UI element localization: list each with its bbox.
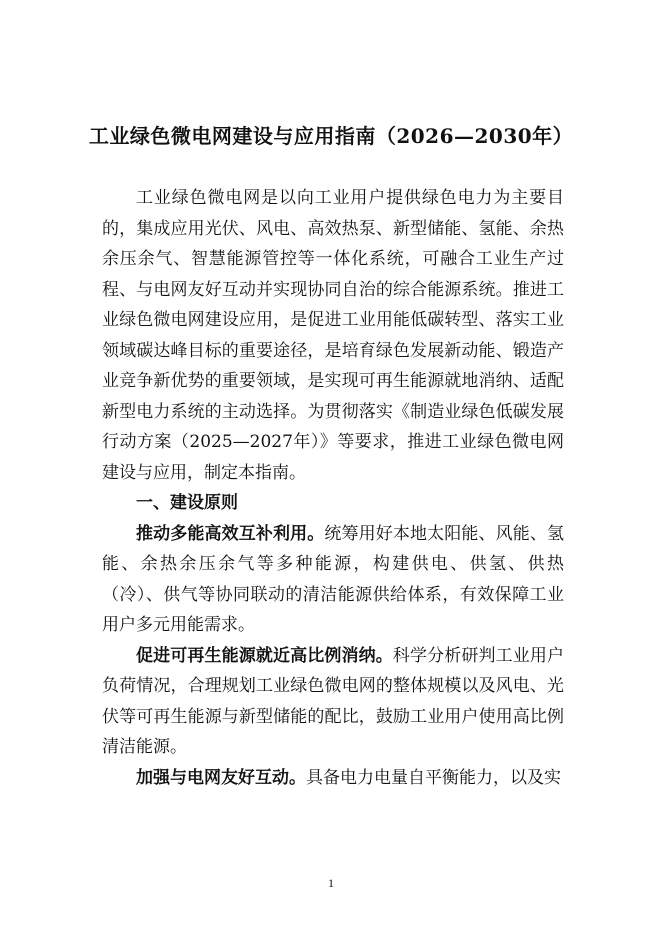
section-heading: 一、建设原则 xyxy=(136,493,238,513)
principle-text: 统筹用好本地太阳能、风能、氢能、余热余压余气等多种能源，构建供电、供氢、供热（冷）、供气等协同联动的清洁能源供给体系，有效保障工业用户多元用能需求。 xyxy=(102,523,564,635)
principle-text: 具备电力电量自平衡能力，以及实 xyxy=(306,767,561,788)
principle-paragraph xyxy=(102,641,564,763)
document-title: 工业绿色微电网建设与应用指南（2026—2030年） xyxy=(88,124,574,148)
principle-paragraph xyxy=(102,519,564,641)
principle-lead: 推动多能高效互补利用。 xyxy=(136,523,325,544)
document-body xyxy=(102,183,564,793)
page-number: 1 xyxy=(328,876,334,890)
principle-text: 科学分析研判工业用户负荷情况，合理规划工业绿色微电网的整体规模以及风电、光伏等可再生能源与新型储能的配比，鼓励工业用户使用高比例清洁能源。 xyxy=(102,645,564,757)
principle-paragraph xyxy=(102,763,564,794)
principle-lead: 加强与电网友好互动。 xyxy=(136,767,306,788)
principle-lead: 促进可再生能源就近高比例消纳。 xyxy=(136,645,393,666)
intro-paragraph: 工业绿色微电网是以向工业用户提供绿色电力为主要目的，集成应用光伏、风电、高效热泵、新型储能、氢能、余热余压余气、智慧能源管控等一体化系统，可融合工业生产过程、与电网友好互动并实现协同自治的综合能源系统。推进工业绿色微电网建设应用，是促进工业用能低碳转型、落实工业领域碳达峰目标的重要途径，是培育绿色发展新动能、锻造产业竞争新优势的重要领域，是实现可再生能源就地消纳、适配新型电力系统的主动选择。为贯彻落实《制造业绿色低碳发展行动方案（2025—2027年）》等要求，推进工业绿色微电网建设与应用，制定本指南。 xyxy=(102,188,564,483)
